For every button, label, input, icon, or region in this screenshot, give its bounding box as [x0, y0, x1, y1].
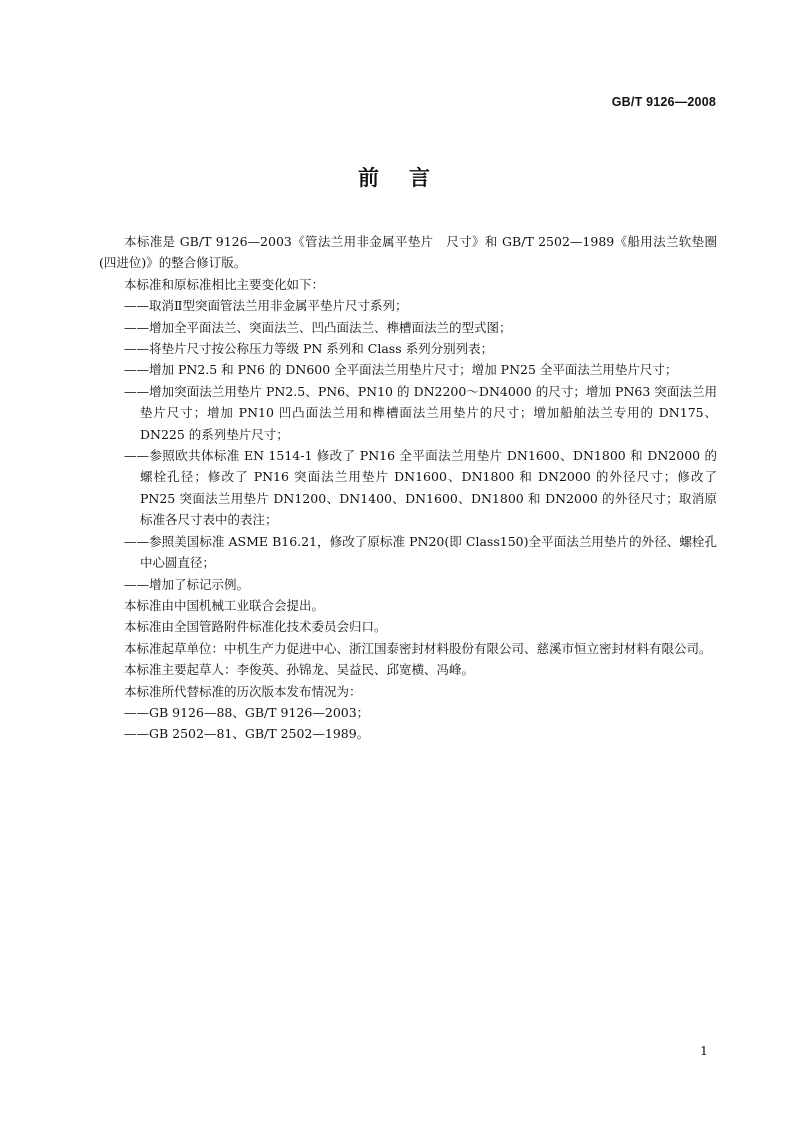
- paragraph-drafting-units: 本标准起草单位：中机生产力促进中心、浙江国泰密封材料股份有限公司、慈溪市恒立密封材料有限公司。: [124, 640, 712, 656]
- paragraph-history-heading: 本标准所代替标准的历次版本发布情况为：: [124, 683, 362, 699]
- paragraph-drafters: 本标准主要起草人：李俊英、孙锦龙、吴益民、邱宽横、冯峰。: [124, 662, 475, 678]
- change-item: ——增加突面法兰用垫片 PN2.5、PN6、PN10 的 DN2200～DN4000 的尺寸；增加 PN63 突面法兰用垫片尺寸；增加 PN10 凹凸面法兰用和榫槽面法兰用垫片的尺寸；增加船舶法兰专用的 DN175、DN225 的系列垫片尺寸；: [124, 383, 717, 442]
- history-item: ——GB 9126—88、GB/T 9126—2003；: [124, 704, 370, 720]
- change-item: ——增加了标记示例。: [124, 576, 250, 592]
- change-item: ——增加全平面法兰、突面法兰、凹凸面法兰、榫槽面法兰的型式图；: [124, 319, 512, 335]
- change-item: ——参照美国标准 ASME B16.21，修改了原标准 PN20(即 Class150)全平面法兰用垫片的外径、螺栓孔中心圆直径；: [124, 533, 717, 571]
- preface-body: [99, 231, 717, 745]
- paragraph-proposer: 本标准由中国机械工业联合会提出。: [124, 597, 325, 613]
- history-item: ——GB 2502—81、GB/T 2502—1989。: [124, 726, 370, 742]
- change-item: ——取消Ⅱ型突面管法兰用非金属平垫片尺寸系列；: [124, 298, 408, 314]
- change-item: ——将垫片尺寸按公称压力等级 PN 系列和 Class 系列分别列表；: [124, 341, 494, 357]
- paragraph-administrator: 本标准由全国管路附件标准化技术委员会归口。: [124, 619, 387, 635]
- paragraph-changes-heading: 本标准和原标准相比主要变化如下：: [124, 276, 325, 292]
- standard-code: GB/T 9126—2008: [611, 95, 716, 109]
- page-number: 1: [700, 1043, 708, 1058]
- change-item: ——增加 PN2.5 和 PN6 的 DN600 全平面法兰用垫片尺寸；增加 PN25 全平面法兰用垫片尺寸；: [124, 362, 678, 378]
- change-item: ——参照欧共体标准 EN 1514-1 修改了 PN16 全平面法兰用垫片 DN1600、DN1800 和 DN2000 的螺栓孔径；修改了 PN16 突面法兰用垫片 DN1600、DN1800 和 DN2000 的外径尺寸；修改了 PN25 突面法兰用垫片 DN1200、DN1400、DN1600、DN1800 和 DN2000 的外径尺寸；取消原标准各尺寸表中的表注；: [124, 448, 717, 528]
- paragraph-intro: 本标准是 GB/T 9126—2003《管法兰用非金属平垫片 尺寸》和 GB/T 2502—1989《船用法兰软垫圈(四进位)》的整合修订版。: [99, 234, 717, 271]
- page-title: 前言: [358, 166, 460, 190]
